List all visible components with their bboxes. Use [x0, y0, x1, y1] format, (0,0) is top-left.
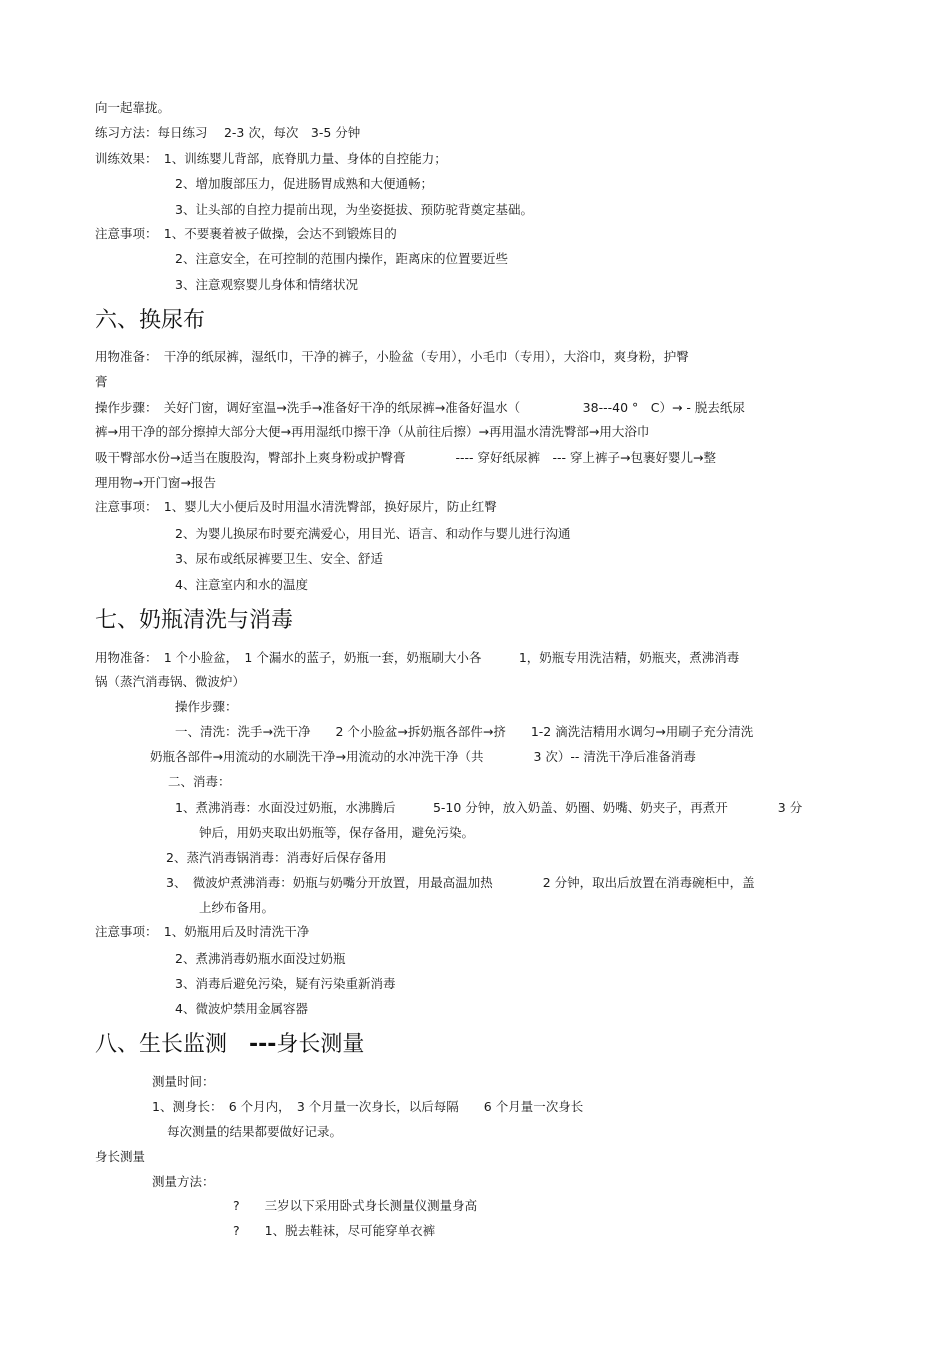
record-note: 每次测量的结果都要做好记录。	[167, 1124, 343, 1139]
boil-line-2: 钟后，用奶夹取出奶瓶等，保存备用，避免污染。	[199, 825, 475, 840]
steps-line-3: 吸干臀部水份→适当在腹股沟，臀部扑上爽身粉或护臀膏 ---- 穿好纸尿裤 --- 穿上裤子→包裹好婴儿→整	[95, 450, 716, 465]
practice-method: 练习方法：每日练习 2-3 次，每次 3-5 分钟	[95, 125, 361, 140]
measure-method-label: 测量方法：	[152, 1174, 215, 1189]
subsection-label: 身长测量	[95, 1149, 146, 1164]
disinfect-heading: 二、消毒：	[168, 774, 231, 789]
measure-time-label: 测量时间：	[152, 1074, 215, 1089]
notes-4: 4、注意室内和水的温度	[175, 577, 308, 592]
section-heading-7: 七、奶瓶清洗与消毒	[95, 608, 294, 633]
notes-2: 2、注意安全，在可控制的范围内操作，距离床的位置要近些	[175, 251, 508, 266]
steps-heading: 操作步骤：	[175, 699, 238, 714]
notes-1: 注意事项： 1、不要裹着被子做操，会达不到锻炼目的	[95, 226, 397, 241]
notes-3: 3、尿布或纸尿裤要卫生、安全、舒适	[175, 551, 383, 566]
supplies-line-2: 膏	[95, 374, 108, 389]
supplies-line-1: 用物准备： 干净的纸尿裤，湿纸巾，干净的裤子，小脸盆（专用），小毛巾（专用），大浴巾，爽身粉，护臀	[95, 349, 689, 364]
section-heading-8: 八、生长监测 ---身长测量	[95, 1032, 365, 1057]
notes-3: 3、消毒后避免污染，疑有污染重新消毒	[175, 976, 396, 991]
microwave-line-1: 3、 微波炉煮沸消毒：奶瓶与奶嘴分开放置，用最高温加热 2 分钟，取出后放置在消毒碗柜中，盖	[166, 875, 755, 890]
cleaning-line-1: 一、清洗：洗手→洗干净 2 个小脸盆→拆奶瓶各部件→挤 1-2 滴洗洁精用水调匀→用刷子充分清洗	[175, 724, 754, 739]
training-effect-3: 3、让头部的自控力提前出现，为坐姿挺拔、预防驼背奠定基础。	[175, 202, 533, 217]
cleaning-line-2: 奶瓶各部件→用流动的水刷洗干净→用流动的水冲洗干净（共 3 次）-- 清洗干净后准备消毒	[150, 749, 696, 764]
steps-line-2: 裤→用干净的部分擦掉大部分大便→再用湿纸巾擦干净（从前往后擦）→再用温水清洗臀部→用大浴巾	[95, 424, 650, 439]
supplies-line-1: 用物准备： 1 个小脸盆， 1 个漏水的蓝子，奶瓶一套，奶瓶刷大小各 1，奶瓶专用洗洁精，奶瓶夹，煮沸消毒	[95, 650, 740, 665]
text-line: 向一起靠拢。	[95, 100, 171, 115]
microwave-line-2: 上纱布备用。	[199, 900, 275, 915]
notes-2: 2、为婴儿换尿布时要充满爱心，用目光、语言、和动作与婴儿进行沟通	[175, 526, 571, 541]
measure-length-line: 1、测身长： 6 个月内， 3 个月量一次身长，以后每隔 6 个月量一次身长	[152, 1099, 584, 1114]
steps-line-1: 操作步骤： 关好门窗，调好室温→洗手→准备好干净的纸尿裤→准备好温水（ 38---40 ° C）→ - 脱去纸尿	[95, 400, 745, 415]
method-bullet-1: ? 三岁以下采用卧式身长测量仪测量身高	[233, 1198, 478, 1213]
notes-1: 注意事项： 1、婴儿大小便后及时用温水清洗臀部，换好尿片，防止红臀	[95, 499, 497, 514]
notes-2: 2、煮沸消毒奶瓶水面没过奶瓶	[175, 951, 346, 966]
training-effect-1: 训练效果： 1、训练婴儿背部，底脊肌力量、身体的自控能力；	[95, 151, 447, 166]
steam-line: 2、蒸汽消毒锅消毒：消毒好后保存备用	[166, 850, 387, 865]
notes-4: 4、微波炉禁用金属容器	[175, 1001, 308, 1016]
supplies-line-2: 锅（蒸汽消毒锅、微波炉）	[95, 674, 246, 689]
training-effect-2: 2、增加腹部压力，促进肠胃成熟和大便通畅；	[175, 176, 433, 191]
boil-line-1: 1、煮沸消毒：水面没过奶瓶，水沸腾后 5-10 分钟，放入奶盖、奶圈、奶嘴、奶夹子，再煮开 3 分	[175, 800, 803, 815]
method-bullet-2: ? 1、脱去鞋袜，尽可能穿单衣裤	[233, 1223, 436, 1238]
steps-line-4: 理用物→开门窗→报告	[95, 475, 216, 490]
notes-1: 注意事项： 1、奶瓶用后及时清洗干净	[95, 924, 310, 939]
section-heading-6: 六、换尿布	[95, 308, 206, 333]
notes-3: 3、注意观察婴儿身体和情绪状况	[175, 277, 358, 292]
